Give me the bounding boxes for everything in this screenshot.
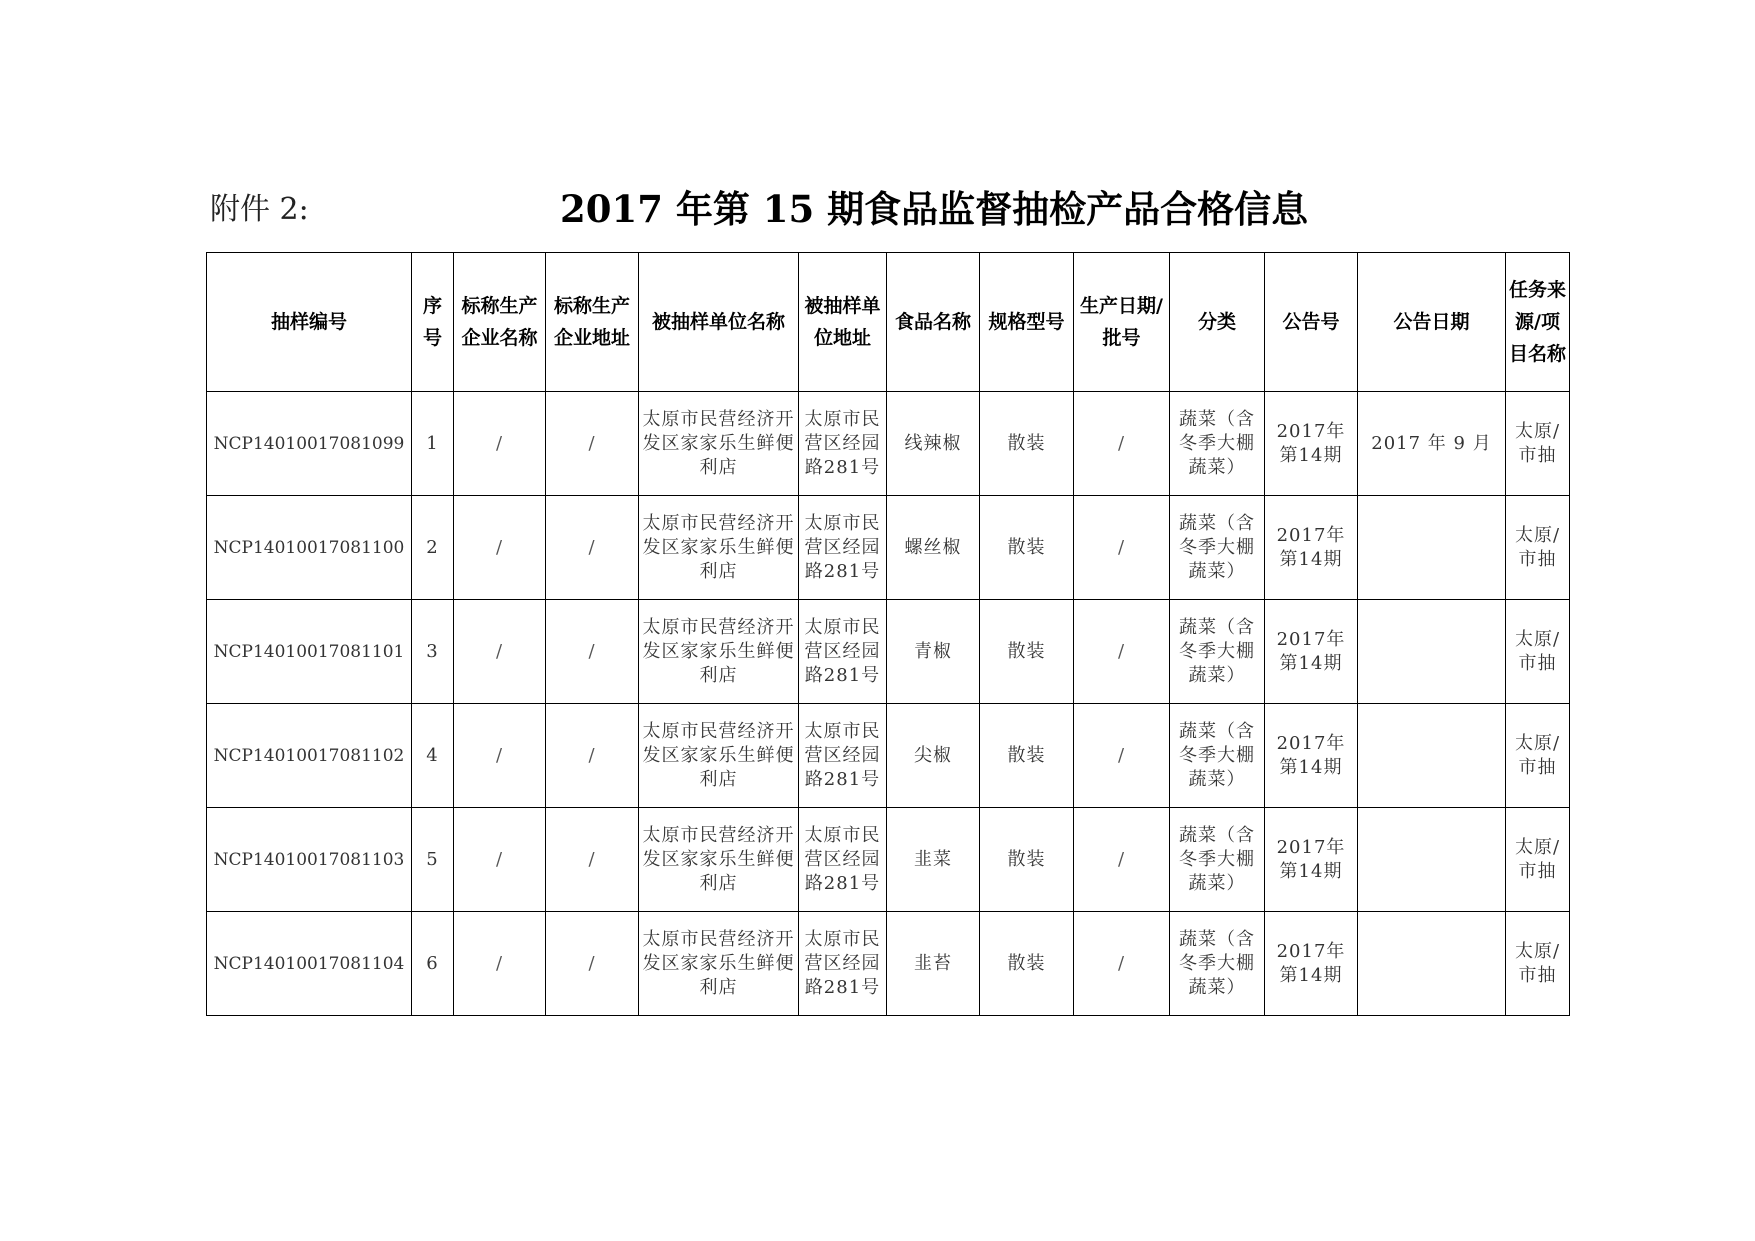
column-header: 规格型号 [980,253,1074,392]
sample-code-cell: NCP14010017081099 [207,392,412,496]
production-date-cell: / [1074,496,1170,600]
category-cell: 蔬菜（含冬季大棚蔬菜） [1170,496,1265,600]
notice-date-cell [1358,912,1506,1016]
spec-cell: 散装 [980,600,1074,704]
index-cell: 5 [412,808,454,912]
task-source-cell: 太原/市抽 [1506,912,1570,1016]
sample-code-cell: NCP14010017081100 [207,496,412,600]
table-row [207,600,1570,704]
inspection-results-table [206,252,1570,1016]
table-row [207,496,1570,600]
food-name-cell: 韭苔 [887,912,980,1016]
sample-code-cell: NCP14010017081101 [207,600,412,704]
column-header: 公告号 [1265,253,1358,392]
food-name-cell: 线辣椒 [887,392,980,496]
spec-cell: 散装 [980,704,1074,808]
notice-date-cell: 2017 年 9 月 [1358,392,1506,496]
manufacturer-address-cell: / [546,496,639,600]
notice-number-cell: 2017年第14期 [1265,496,1358,600]
sample-code-cell: NCP14010017081104 [207,912,412,1016]
notice-number-cell: 2017年第14期 [1265,392,1358,496]
sampled-unit-name-cell: 太原市民营经济开发区家家乐生鲜便利店 [639,600,799,704]
manufacturer-name-cell: / [454,496,546,600]
index-cell: 4 [412,704,454,808]
task-source-cell: 太原/市抽 [1506,704,1570,808]
manufacturer-address-cell: / [546,600,639,704]
manufacturer-name-cell: / [454,912,546,1016]
sampled-unit-name-cell: 太原市民营经济开发区家家乐生鲜便利店 [639,496,799,600]
food-name-cell: 青椒 [887,600,980,704]
food-name-cell: 尖椒 [887,704,980,808]
document-title: 2017 年第 15 期食品监督抽检产品合格信息 [560,187,1309,231]
sampled-unit-address-cell: 太原市民营区经园路281号 [799,704,887,808]
notice-number-cell: 2017年第14期 [1265,600,1358,704]
manufacturer-name-cell: / [454,704,546,808]
column-header: 被抽样单位地址 [799,253,887,392]
sampled-unit-name-cell: 太原市民营经济开发区家家乐生鲜便利店 [639,808,799,912]
task-source-cell: 太原/市抽 [1506,808,1570,912]
category-cell: 蔬菜（含冬季大棚蔬菜） [1170,808,1265,912]
manufacturer-address-cell: / [546,704,639,808]
production-date-cell: / [1074,912,1170,1016]
table-header-row [207,253,1570,392]
task-source-cell: 太原/市抽 [1506,496,1570,600]
table-row [207,808,1570,912]
production-date-cell: / [1074,808,1170,912]
spec-cell: 散装 [980,392,1074,496]
spec-cell: 散装 [980,496,1074,600]
category-cell: 蔬菜（含冬季大棚蔬菜） [1170,704,1265,808]
column-header: 生产日期/批号 [1074,253,1170,392]
category-cell: 蔬菜（含冬季大棚蔬菜） [1170,392,1265,496]
sampled-unit-address-cell: 太原市民营区经园路281号 [799,392,887,496]
sampled-unit-name-cell: 太原市民营经济开发区家家乐生鲜便利店 [639,392,799,496]
index-cell: 3 [412,600,454,704]
manufacturer-name-cell: / [454,600,546,704]
notice-date-cell [1358,496,1506,600]
spec-cell: 散装 [980,912,1074,1016]
column-header: 任务来源/项目名称 [1506,253,1570,392]
column-header: 食品名称 [887,253,980,392]
column-header: 分类 [1170,253,1265,392]
category-cell: 蔬菜（含冬季大棚蔬菜） [1170,912,1265,1016]
task-source-cell: 太原/市抽 [1506,392,1570,496]
manufacturer-address-cell: / [546,808,639,912]
sampled-unit-name-cell: 太原市民营经济开发区家家乐生鲜便利店 [639,912,799,1016]
task-source-cell: 太原/市抽 [1506,600,1570,704]
notice-number-cell: 2017年第14期 [1265,808,1358,912]
column-header: 被抽样单位名称 [639,253,799,392]
sampled-unit-address-cell: 太原市民营区经园路281号 [799,496,887,600]
table-row [207,704,1570,808]
production-date-cell: / [1074,704,1170,808]
category-cell: 蔬菜（含冬季大棚蔬菜） [1170,600,1265,704]
index-cell: 2 [412,496,454,600]
notice-date-cell [1358,600,1506,704]
attachment-label: 附件 2: [210,192,309,227]
sample-code-cell: NCP14010017081102 [207,704,412,808]
sampled-unit-address-cell: 太原市民营区经园路281号 [799,912,887,1016]
column-header: 标称生产企业名称 [454,253,546,392]
sample-code-cell: NCP14010017081103 [207,808,412,912]
spec-cell: 散装 [980,808,1074,912]
column-header: 抽样编号 [207,253,412,392]
index-cell: 6 [412,912,454,1016]
sampled-unit-name-cell: 太原市民营经济开发区家家乐生鲜便利店 [639,704,799,808]
table-row [207,392,1570,496]
manufacturer-address-cell: / [546,392,639,496]
table-row [207,912,1570,1016]
notice-number-cell: 2017年第14期 [1265,912,1358,1016]
food-name-cell: 螺丝椒 [887,496,980,600]
manufacturer-address-cell: / [546,912,639,1016]
notice-date-cell [1358,808,1506,912]
column-header: 序号 [412,253,454,392]
column-header: 标称生产企业地址 [546,253,639,392]
manufacturer-name-cell: / [454,808,546,912]
notice-number-cell: 2017年第14期 [1265,704,1358,808]
notice-date-cell [1358,704,1506,808]
food-name-cell: 韭菜 [887,808,980,912]
sampled-unit-address-cell: 太原市民营区经园路281号 [799,808,887,912]
sampled-unit-address-cell: 太原市民营区经园路281号 [799,600,887,704]
manufacturer-name-cell: / [454,392,546,496]
index-cell: 1 [412,392,454,496]
production-date-cell: / [1074,600,1170,704]
production-date-cell: / [1074,392,1170,496]
column-header: 公告日期 [1358,253,1506,392]
